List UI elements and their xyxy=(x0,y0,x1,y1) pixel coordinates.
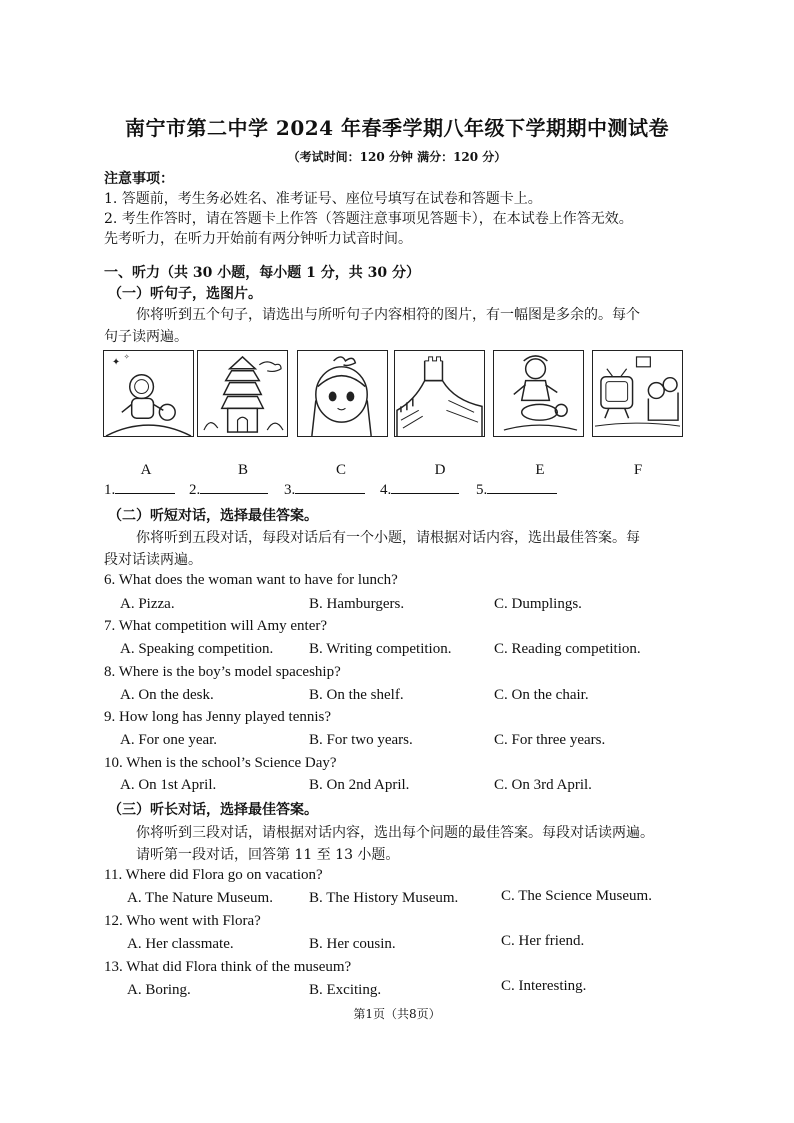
q10-option-b[interactable]: B. On 2nd April. xyxy=(309,777,410,793)
part1-instruction-line2: 句子读两遍。 xyxy=(104,329,188,345)
picture-f xyxy=(592,350,683,437)
part1-instruction-line1: 你将听到五个句子，请选出与所听句子内容相符的图片，有一幅图是多余的。每个 xyxy=(136,307,640,323)
blank-label-3: 3. xyxy=(284,482,296,498)
blank-line-5[interactable] xyxy=(487,480,557,494)
section-heading-listening: 一、听力（共 30 小题，每小题 1 分，共 30 分） xyxy=(104,265,420,281)
q9-option-b[interactable]: B. For two years. xyxy=(309,732,413,748)
picture-letter-c: C xyxy=(335,462,346,478)
picture-letter-e: E xyxy=(535,462,545,478)
q6-option-a[interactable]: A. Pizza. xyxy=(120,596,175,612)
question-13: 13. What did Flora think of the museum? xyxy=(104,959,352,975)
svg-text:✧: ✧ xyxy=(123,352,130,361)
question-7: 7. What competition will Amy enter? xyxy=(104,618,328,634)
page-number: 第1页（共8页） xyxy=(353,1007,441,1021)
q13-option-c[interactable]: C. Interesting. xyxy=(501,978,587,994)
great-wall-icon xyxy=(395,351,484,436)
question-8: 8. Where is the boy’s model spaceship? xyxy=(104,664,341,680)
q6-option-c[interactable]: C. Dumplings. xyxy=(494,596,582,612)
blank-label-1: 1. xyxy=(104,482,116,498)
q7-option-c[interactable]: C. Reading competition. xyxy=(494,641,641,657)
picture-d xyxy=(394,350,485,437)
q10-option-c[interactable]: C. On 3rd April. xyxy=(494,777,592,793)
q12-option-c[interactable]: C. Her friend. xyxy=(501,933,585,949)
notes-item-1: 1. 答题前，考生务必姓名、准考证号、座位号填写在试卷和答题卡上。 xyxy=(104,191,542,207)
picture-c xyxy=(297,350,388,437)
part3-instruction-line1: 你将听到三段对话，请根据对话内容，选出每个问题的最佳答案。每段对话读两遍。 xyxy=(136,825,654,841)
blank-line-1[interactable] xyxy=(115,480,175,494)
picture-a xyxy=(103,350,194,437)
svg-text:✦: ✦ xyxy=(111,356,121,368)
part2-heading: （二）听短对话，选择最佳答案。 xyxy=(108,508,318,524)
blank-label-4: 4. xyxy=(380,482,392,498)
q11-option-b[interactable]: B. The History Museum. xyxy=(309,890,459,906)
question-11: 11. Where did Flora go on vacation? xyxy=(104,867,323,883)
blank-line-3[interactable] xyxy=(295,480,365,494)
part2-instruction-line1: 你将听到五段对话，每段对话后有一个小题，请根据对话内容，选出最佳答案。每 xyxy=(136,530,640,546)
blank-line-4[interactable] xyxy=(391,480,459,494)
answer-blank-5[interactable] xyxy=(476,480,557,499)
notes-heading: 注意事项： xyxy=(104,171,174,187)
picture-letter-b: B xyxy=(237,462,248,478)
q12-option-a[interactable]: A. Her classmate. xyxy=(127,936,234,952)
picture-letter-a: A xyxy=(140,462,152,478)
part3-instruction-line2: 请听第一段对话，回答第 11 至 13 小题。 xyxy=(136,847,400,863)
blank-label-2: 2. xyxy=(189,482,201,498)
astronaut-icon xyxy=(104,351,193,436)
girl-icon xyxy=(298,351,387,436)
answer-blank-2[interactable] xyxy=(189,480,268,499)
q9-option-c[interactable]: C. For three years. xyxy=(494,732,606,748)
blank-label-5: 5. xyxy=(476,482,488,498)
question-12: 12. Who went with Flora? xyxy=(104,913,261,929)
picture-b xyxy=(197,350,288,437)
answer-blank-1[interactable] xyxy=(104,480,175,499)
q8-option-b[interactable]: B. On the shelf. xyxy=(309,687,404,703)
q8-option-c[interactable]: C. On the chair. xyxy=(494,687,589,703)
q13-option-a[interactable]: A. Boring. xyxy=(127,982,191,998)
pagoda-icon xyxy=(198,351,287,436)
answer-blank-4[interactable] xyxy=(380,480,459,499)
question-9: 9. How long has Jenny played tennis? xyxy=(104,709,332,725)
q9-option-a[interactable]: A. For one year. xyxy=(120,732,218,748)
picture-e xyxy=(493,350,584,437)
q11-option-a[interactable]: A. The Nature Museum. xyxy=(127,890,273,906)
tv-watching-icon xyxy=(593,351,682,436)
exam-title: 南宁市第二中学 2024 年春季学期八年级下学期期中测试卷 xyxy=(124,116,670,140)
notes-item-2: 2. 考生作答时，请在答题卡上作答（答题注意事项见答题卡），在本试卷上作答无效。 xyxy=(104,211,633,227)
notes-item-3: 先考听力，在听力开始前有两分钟听力试音时间。 xyxy=(104,231,412,247)
part1-heading: （一）听句子，选图片。 xyxy=(108,286,262,302)
playing-children-icon xyxy=(494,351,583,436)
question-6: 6. What does the woman want to have for lunch? xyxy=(104,572,398,588)
exam-subtitle: （考试时间：120 分钟 满分：120 分） xyxy=(287,150,507,164)
answer-blank-3[interactable] xyxy=(284,480,365,499)
picture-letter-d: D xyxy=(434,462,446,478)
q7-option-b[interactable]: B. Writing competition. xyxy=(309,641,452,657)
part2-instruction-line2: 段对话读两遍。 xyxy=(104,552,202,568)
picture-letter-f: F xyxy=(633,462,643,478)
q10-option-a[interactable]: A. On 1st April. xyxy=(120,777,217,793)
q6-option-b[interactable]: B. Hamburgers. xyxy=(309,596,405,612)
part3-heading: （三）听长对话，选择最佳答案。 xyxy=(108,802,318,818)
q11-option-c[interactable]: C. The Science Museum. xyxy=(501,888,652,904)
q7-option-a[interactable]: A. Speaking competition. xyxy=(120,641,274,657)
blank-line-2[interactable] xyxy=(200,480,268,494)
q13-option-b[interactable]: B. Exciting. xyxy=(309,982,382,998)
question-10: 10. When is the school’s Science Day? xyxy=(104,755,337,771)
q8-option-a[interactable]: A. On the desk. xyxy=(120,687,214,703)
q12-option-b[interactable]: B. Her cousin. xyxy=(309,936,396,952)
